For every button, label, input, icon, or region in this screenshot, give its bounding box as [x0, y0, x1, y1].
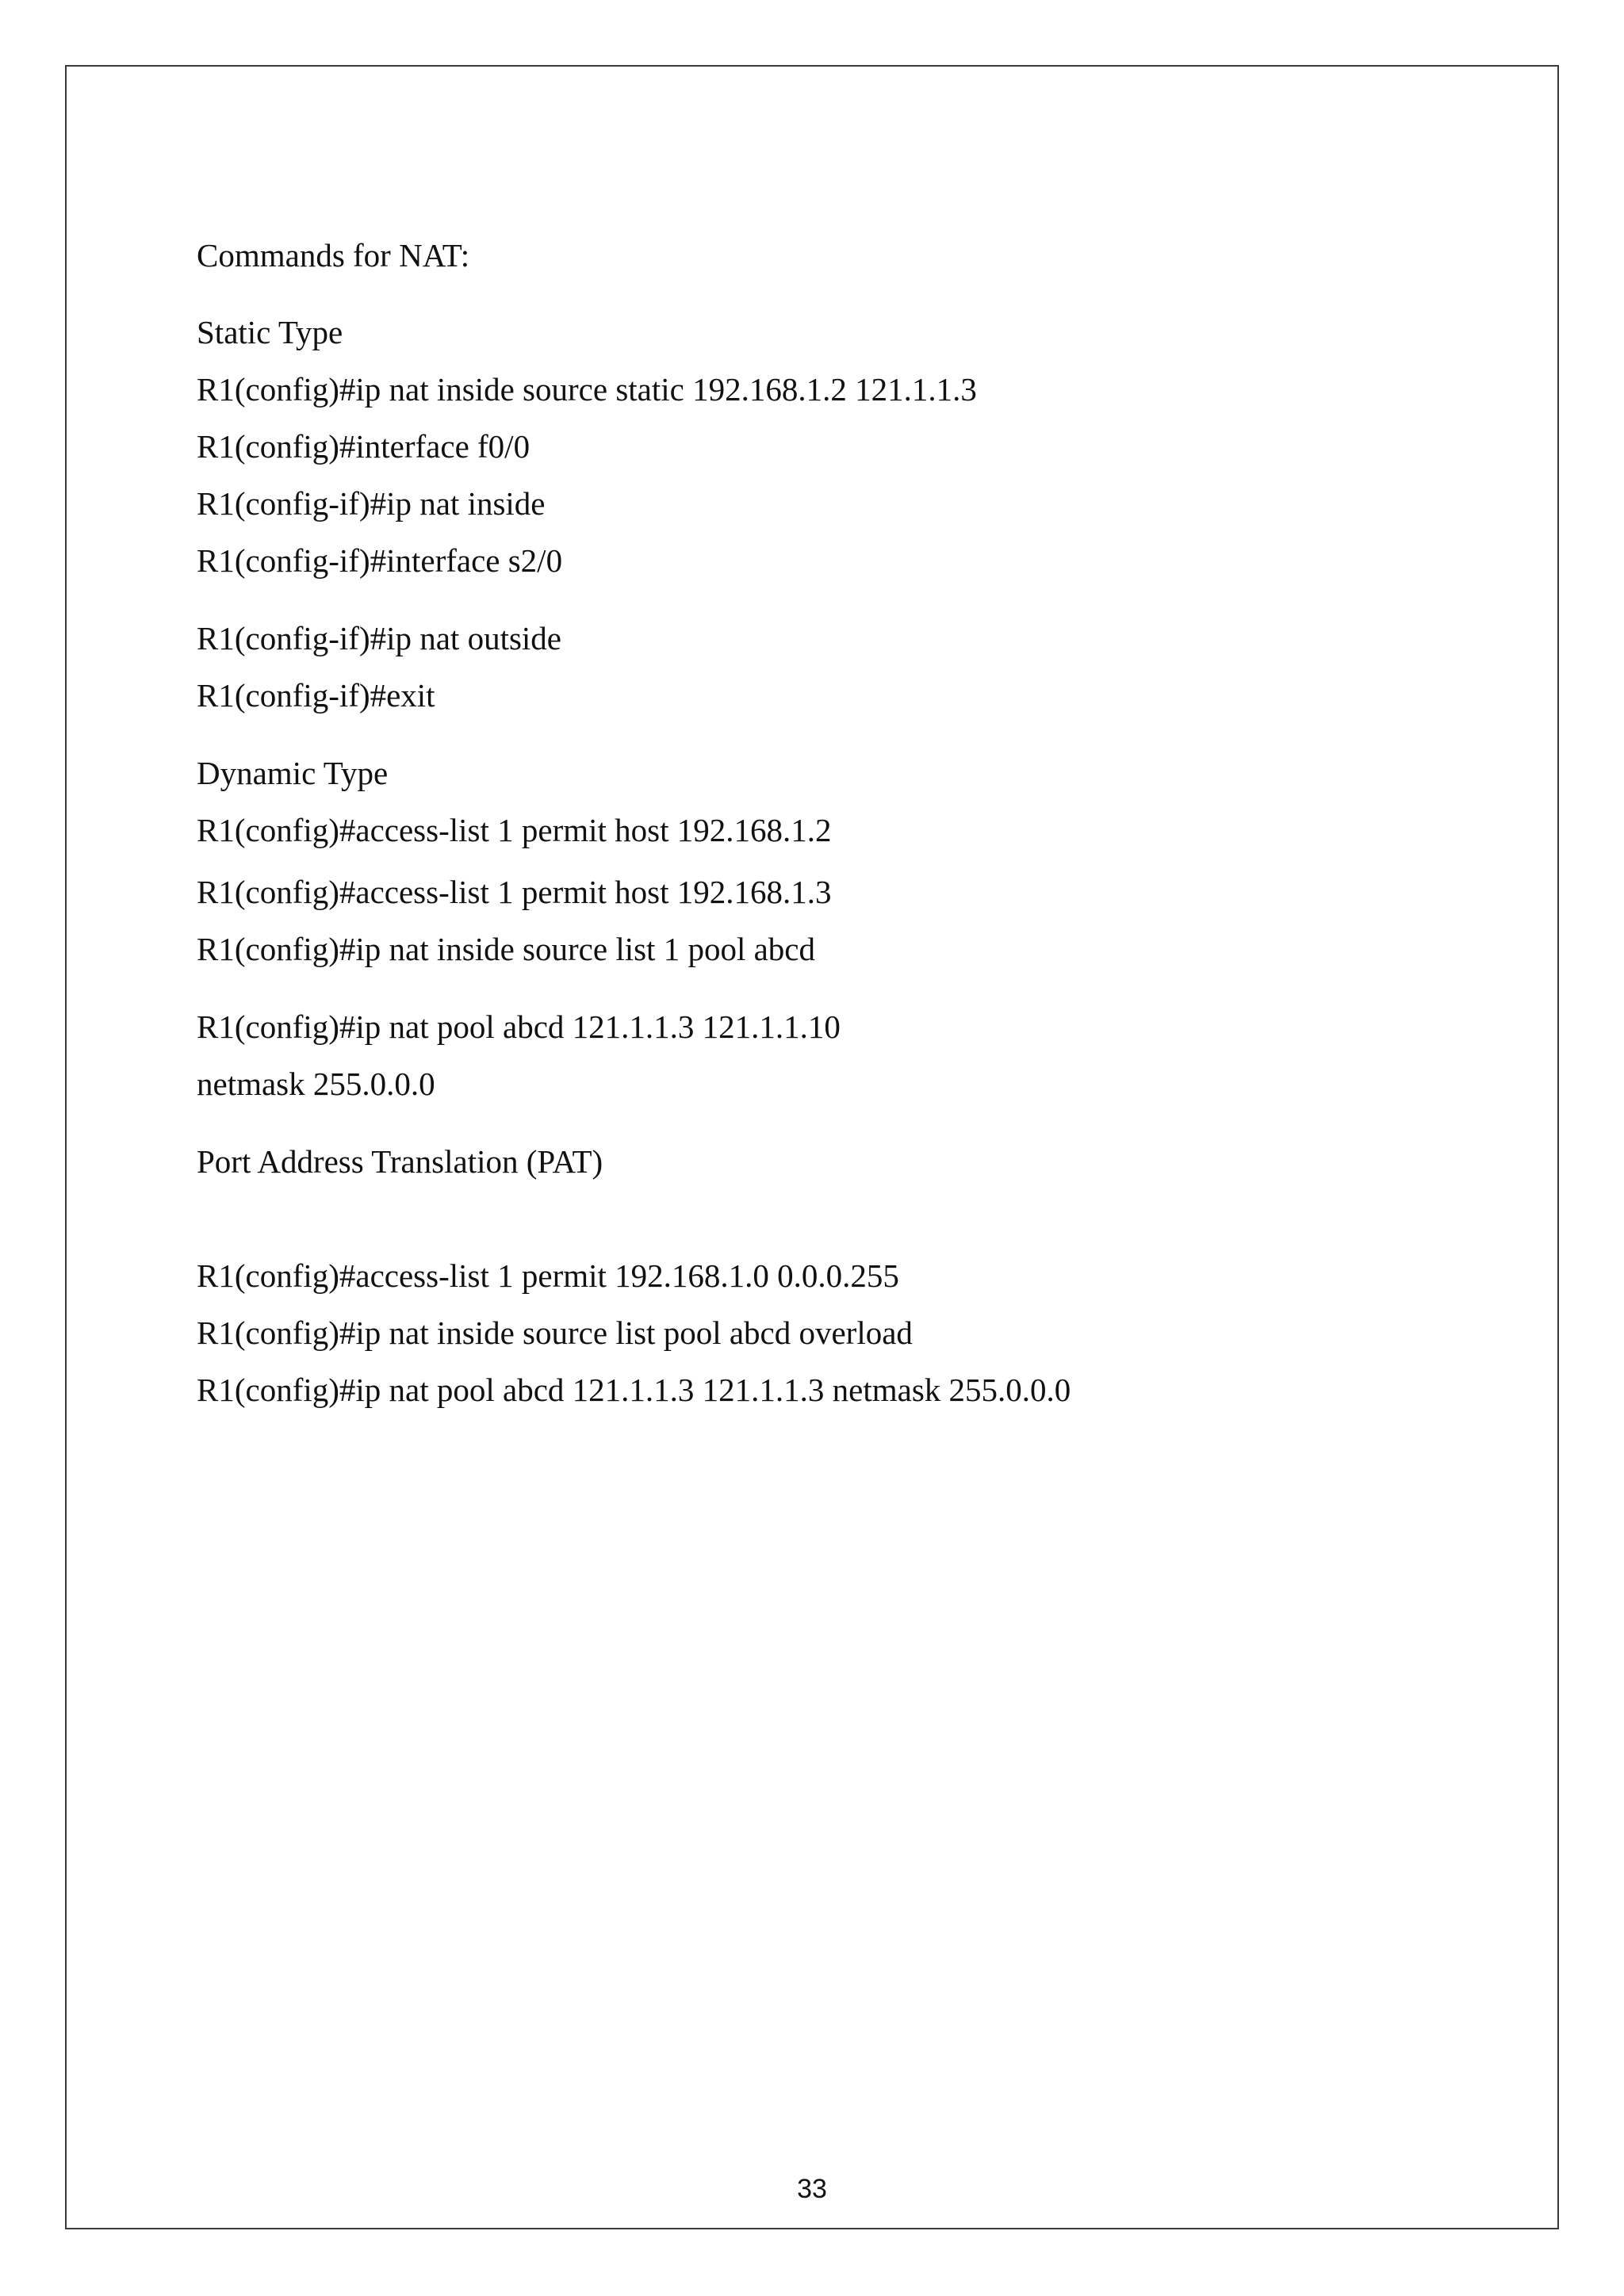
pat-command-line: R1(config)#ip nat inside source list pool abcd overload	[197, 1314, 913, 1351]
pat-command-line: R1(config)#access-list 1 permit 192.168.1.0 0.0.0.255	[197, 1257, 899, 1294]
dynamic-command-line: R1(config)#ip nat pool abcd 121.1.1.3 121.1.1.10	[197, 1008, 841, 1045]
static-command-line: R1(config-if)#ip nat inside	[197, 485, 546, 522]
section-heading: Commands for NAT:	[197, 237, 470, 274]
dynamic-command-line: R1(config)#access-list 1 permit host 192.168.1.3	[197, 874, 832, 910]
dynamic-type-title: Dynamic Type	[197, 755, 389, 791]
static-command-line: R1(config-if)#interface s2/0	[197, 542, 563, 579]
dynamic-command-line: netmask 255.0.0.0	[197, 1066, 435, 1102]
static-command-line: R1(config)#interface f0/0	[197, 428, 530, 465]
pat-command-line: R1(config)#ip nat pool abcd 121.1.1.3 121.1.1.3 netmask 255.0.0.0	[197, 1372, 1071, 1408]
dynamic-command-line: R1(config)#access-list 1 permit host 192.168.1.2	[197, 812, 832, 848]
pat-title: Port Address Translation (PAT)	[197, 1143, 603, 1180]
static-type-title: Static Type	[197, 314, 343, 350]
dynamic-command-line: R1(config)#ip nat inside source list 1 pool abcd	[197, 931, 815, 967]
static-command-line: R1(config-if)#ip nat outside	[197, 620, 562, 656]
static-command-line: R1(config-if)#exit	[197, 677, 435, 714]
page-number: 33	[797, 2174, 827, 2204]
static-command-line: R1(config)#ip nat inside source static 192.168.1.2 121.1.1.3	[197, 371, 977, 408]
